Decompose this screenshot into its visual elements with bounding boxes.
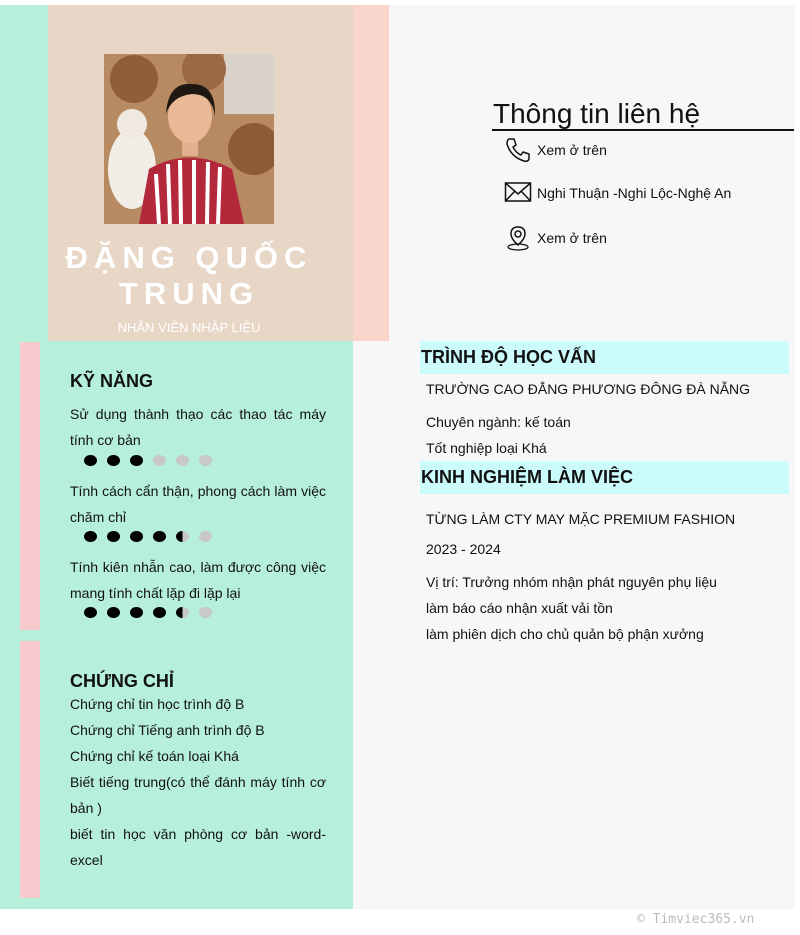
contact-divider — [492, 129, 794, 131]
experience-task: làm báo cáo nhận xuất vải tồn — [426, 600, 613, 616]
certificates-heading: CHỨNG CHỈ — [70, 671, 174, 691]
experience-task: làm phiên dịch cho chủ quản bộ phận xưởng — [426, 626, 704, 642]
skill-rating — [84, 607, 222, 618]
right-column — [353, 341, 795, 909]
rating-dot — [153, 455, 166, 466]
education-school: TRƯỜNG CAO ĐẲNG PHƯƠNG ĐÔNG ĐÀ NẴNG — [426, 381, 751, 397]
rating-dot — [176, 455, 189, 466]
skills-accent-bar — [20, 342, 40, 630]
contact-address-text: Nghi Thuận -Nghi Lộc-Nghệ An — [537, 185, 732, 201]
rating-dot — [84, 531, 97, 542]
rating-dot — [84, 607, 97, 618]
certificate-item: Chứng chỉ Tiếng anh trình độ B — [70, 722, 265, 738]
skills-heading: KỸ NĂNG — [70, 371, 154, 391]
rating-dot — [84, 455, 97, 466]
education-heading: TRÌNH ĐỘ HỌC VẤN — [420, 341, 789, 374]
rating-dot — [130, 531, 143, 542]
contact-address-row — [504, 179, 731, 207]
experience-role: Vị trí: Trưởng nhóm nhận phát nguyên phụ liệu — [426, 574, 717, 590]
rating-dot — [153, 607, 166, 618]
left-accent-band — [0, 5, 48, 342]
certificate-item: biết tin học văn phòng cơ bản -word-excel — [70, 826, 326, 868]
location-icon — [504, 224, 532, 252]
rating-dot — [199, 455, 212, 466]
experience-period: 2023 - 2024 — [426, 541, 501, 557]
education-major: Chuyên ngành: kế toán — [426, 414, 571, 430]
phone-icon — [504, 136, 532, 164]
certificate-item: Biết tiếng trung(có thể đánh máy tính cơ bản ) — [70, 774, 326, 816]
job-title: NHÂN VIÊN NHẬP LIỆU — [117, 320, 261, 335]
rating-dot — [199, 607, 212, 618]
certificates-accent-bar — [20, 641, 40, 898]
profile-photo — [104, 54, 274, 224]
rating-dot — [130, 607, 143, 618]
rating-dot — [130, 455, 143, 466]
contact-heading: Thông tin liên hệ — [493, 98, 701, 129]
skill-item-text: Tính kiên nhẫn cao, làm được công việc mang tính chất lặp đi lặp lại — [70, 559, 326, 601]
skill-item-text: Sử dụng thành thạo các thao tác máy tính cơ bản — [70, 406, 326, 448]
rating-dot — [176, 531, 189, 542]
experience-company: TỪNG LÀM CTY MAY MẶC PREMIUM FASHION — [426, 511, 736, 527]
contact-location-text: Xem ở trên — [537, 230, 607, 246]
skill-rating — [84, 531, 222, 542]
rating-dot — [107, 607, 120, 618]
experience-heading: KINH NGHIỆM LÀM VIỆC — [420, 461, 789, 494]
watermark-footer: © Timviec365.vn — [637, 912, 755, 927]
rating-dot — [199, 531, 212, 542]
rating-dot — [107, 455, 120, 466]
pink-column — [353, 5, 389, 341]
skill-rating — [84, 455, 222, 466]
education-grade: Tốt nghiệp loại Khá — [426, 440, 547, 456]
skill-item-text: Tính cách cẩn thận, phong cách làm việc chăm chỉ — [70, 483, 326, 525]
contact-phone-row — [504, 136, 607, 164]
rating-dot — [176, 607, 189, 618]
contact-phone-text: Xem ở trên — [537, 142, 607, 158]
certificate-item: Chứng chỉ tin học trình độ B — [70, 696, 245, 712]
candidate-name: ĐẶNG QUỐC TRUNG — [65, 240, 313, 311]
certificate-item: Chứng chỉ kế toán loại Khá — [70, 748, 239, 764]
contact-location-row — [504, 224, 607, 252]
contact-panel — [389, 5, 795, 341]
rating-dot — [153, 531, 166, 542]
rating-dot — [107, 531, 120, 542]
mail-icon — [504, 179, 532, 207]
